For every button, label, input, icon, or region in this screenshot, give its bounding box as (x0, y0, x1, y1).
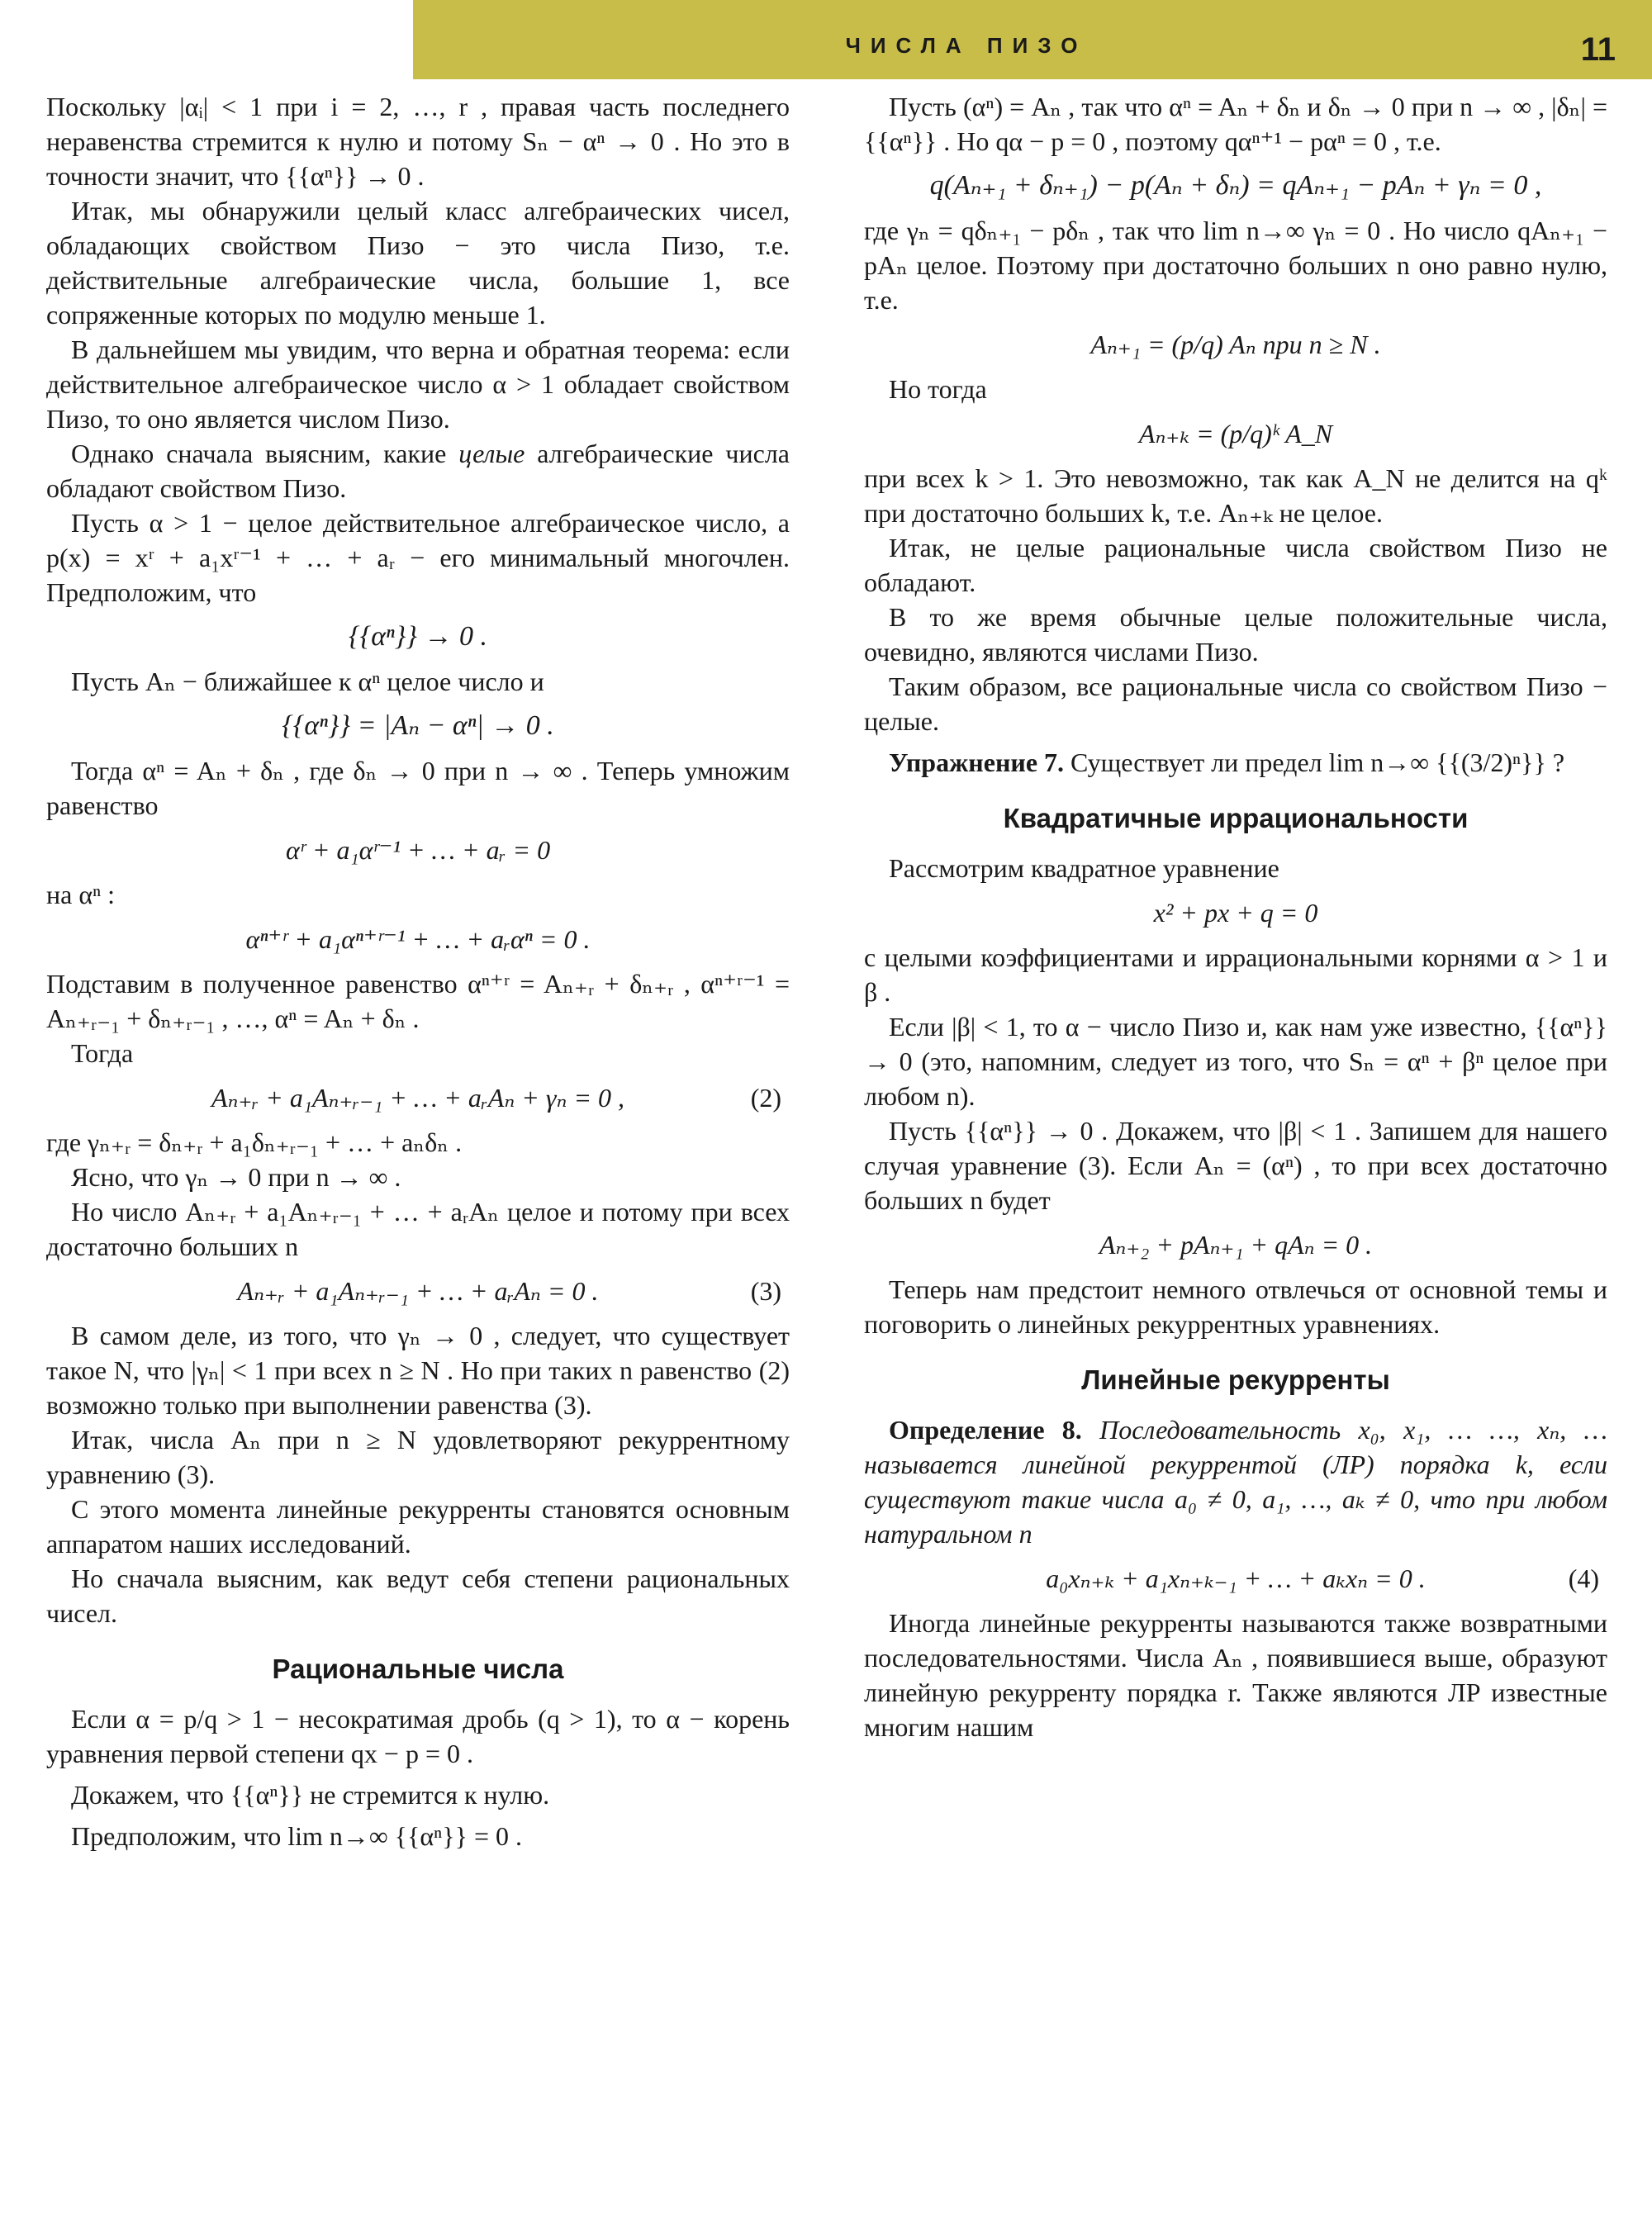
paragraph: Таким образом, все рациональные числа со свойством Пизо − целые. (864, 671, 1607, 736)
paragraph: Итак, числа Aₙ при n ≥ N удовлетворяют рекуррентному уравнению (3). (46, 1425, 790, 1489)
equation-number: (2) (750, 1083, 781, 1113)
paragraph: на αⁿ : (46, 880, 116, 909)
paragraph: Пусть (αⁿ) = Aₙ , так что αⁿ = Aₙ + δₙ и δₙ → 0 при n → ∞ , |δₙ| = {{αⁿ}} . Но qα − p = 0 , поэтому qαⁿ⁺¹ − pαⁿ = 0 , т.е. (864, 92, 1607, 156)
left-column (46, 89, 790, 1853)
paragraph: Но тогда (889, 374, 987, 404)
header-bar (413, 0, 1652, 79)
equation-body: Aₙ₊ᵣ + a₁Aₙ₊ᵣ₋₁ + … + aᵣAₙ = 0 . (237, 1276, 599, 1306)
paragraph: Тогда αⁿ = Aₙ + δₙ , где δₙ → 0 при n → ∞ . Теперь умножим равенство (46, 756, 790, 820)
paragraph: с целыми коэффициентами и иррациональными корнями α > 1 и β . (864, 942, 1607, 1007)
paragraph: В дальнейшем мы увидим, что верна и обратная теорема: если действительное алгебраическое число α > 1 обладает свойством Пизо, то оно является числом Пизо. (46, 335, 790, 434)
definition-label: Определение 8. (889, 1415, 1082, 1445)
equation: {{αⁿ}} = |Aₙ − αⁿ| → 0 . (282, 710, 554, 741)
equation-body: a₀xₙ₊ₖ + a₁xₙ₊ₖ₋₁ + … + aₖxₙ = 0 . (1046, 1564, 1426, 1593)
paragraph: Иногда линейные рекурренты называются также возвратными последовательностями. Числа Aₙ , появившиеся выше, образуют линейную рекурренту порядка r. Также являются ЛР известные многим нашим (864, 1608, 1607, 1742)
equation: q(Aₙ₊₁ + δₙ₊₁) − p(Aₙ + δₙ) = qAₙ₊₁ − pAₙ + γₙ = 0 , (929, 170, 1542, 201)
paragraph: Поскольку |αᵢ| < 1 при i = 2, …, r , правая часть последнего неравенства стремится к нулю и потому Sₙ − αⁿ → 0 . Но это в точности значит, что {{αⁿ}} → 0 . (46, 92, 790, 191)
equation: Aₙ₊ₖ = (p/q)ᵏ A_N (1138, 419, 1333, 448)
definition-text: Последовательность x₀, x₁, … …, xₙ, … называется линейной рекуррентой (ЛР) порядка k, если существуют такие числа a₀ ≠ 0, a₁, …, aₖ ≠ 0, что при любом натуральном n (864, 1415, 1608, 1549)
page-number: 11 (1580, 31, 1616, 68)
equation-body: Aₙ₊ᵣ + a₁Aₙ₊ᵣ₋₁ + … + aᵣAₙ + γₙ = 0 , (211, 1083, 625, 1113)
equation: Aₙ₊₁ = (p/q) Aₙ при n ≥ N . (1090, 330, 1381, 359)
paragraph: при всех k > 1. Это невозможно, так как A_N не делится на qᵏ при достаточно больших k, т.е. Aₙ₊ₖ не целое. (864, 463, 1607, 528)
paragraph: Докажем, что {{αⁿ}} не стремится к нулю. (71, 1780, 550, 1810)
definition (864, 1412, 1607, 1551)
paragraph: Рассмотрим квадратное уравнение (889, 853, 1279, 883)
paragraph: В то же время обычные целые положительные числа, очевидно, являются числами Пизо. (864, 602, 1607, 667)
equation-number: (3) (750, 1276, 781, 1306)
paragraph: где γₙ₊ᵣ = δₙ₊ᵣ + a₁δₙ₊ᵣ₋₁ + … + aₙδₙ . (46, 1127, 463, 1157)
text-span: алгебраические числа обладают свойством Пизо. (46, 439, 790, 503)
paragraph: В самом деле, из того, что γₙ → 0 , следует, что существует такое N, что |γₙ| < 1 при всех n ≥ N . Но при таких n равенство (2) возможно только при выполнении равенства (3). (46, 1321, 790, 1420)
right-column (864, 89, 1607, 1744)
paragraph (46, 436, 790, 505)
equation-numbered (864, 1561, 1607, 1596)
paragraph: Но число Aₙ₊ᵣ + a₁Aₙ₊ᵣ₋₁ + … + aᵣAₙ целое и потому при всех достаточно больших n (46, 1197, 790, 1261)
section-heading: Линейные рекурренты (1081, 1364, 1390, 1395)
text-span: Однако сначала выясним, какие (71, 439, 459, 468)
equation: {{αⁿ}} → 0 . (349, 621, 487, 652)
paragraph: Ясно, что γₙ → 0 при n → ∞ . (71, 1162, 401, 1192)
paragraph: Теперь нам предстоит немного отвлечься от основной темы и поговорить о линейных рекуррентных уравнениях. (864, 1274, 1607, 1339)
paragraph: С этого момента линейные рекурренты становятся основным аппаратом наших исследований. (46, 1494, 790, 1559)
running-title: ЧИСЛА ПИЗО (845, 33, 1088, 58)
equation: αⁿ⁺ʳ + a₁αⁿ⁺ʳ⁻¹ + … + aᵣαⁿ = 0 . (245, 924, 591, 954)
paragraph: Пусть Aₙ − ближайшее к αⁿ целое число и (71, 667, 544, 696)
equation: x² + px + q = 0 (1153, 898, 1318, 928)
paragraph: Итак, не целые рациональные числа свойством Пизо не обладают. (864, 533, 1607, 597)
section-heading: Рациональные числа (272, 1654, 564, 1684)
equation-numbered (46, 1274, 790, 1308)
equation: Aₙ₊₂ + pAₙ₊₁ + qAₙ = 0 . (1099, 1230, 1373, 1260)
paragraph: Пусть α > 1 − целое действительное алгебраическое число, а p(x) = xʳ + a₁xʳ⁻¹ + … + aᵣ − его минимальный многочлен. Предположим, что (46, 508, 790, 607)
equation-number: (4) (1568, 1564, 1599, 1593)
emphasis: целые (458, 439, 525, 468)
exercise-label: Упражнение 7. (889, 747, 1065, 777)
section-heading: Квадратичные иррациональности (1003, 803, 1469, 833)
equation: αʳ + a₁αʳ⁻¹ + … + aᵣ = 0 (285, 835, 551, 865)
equation-numbered (46, 1080, 790, 1115)
paragraph: Если |β| < 1, то α − число Пизо и, как нам уже известно, {{αⁿ}} → 0 (это, напомним, следует из того, что Sₙ = αⁿ + βⁿ целое при любом n). (864, 1012, 1607, 1111)
exercise-text: Существует ли предел lim n→∞ {{(3/2)ⁿ}} ? (1064, 747, 1565, 777)
paragraph: Подставим в полученное равенство αⁿ⁺ʳ = Aₙ₊ᵣ + δₙ₊ᵣ , αⁿ⁺ʳ⁻¹ = Aₙ₊ᵣ₋₁ + δₙ₊ᵣ₋₁ , …, αⁿ = Aₙ + δₙ . (46, 969, 790, 1033)
paragraph: Итак, мы обнаружили целый класс алгебраических чисел, обладающих свойством Пизо − это числа Пизо, т.е. действительные алгебраические числа, большие 1, все сопряженные которых по модулю меньше 1. (46, 196, 790, 330)
paragraph: где γₙ = qδₙ₊₁ − pδₙ , так что lim n→∞ γₙ = 0 . Но число qAₙ₊₁ − pAₙ целое. Поэтому при достаточно больших n оно равно нулю, т.е. (864, 216, 1607, 315)
paragraph: Но сначала выясним, как ведут себя степени рациональных чисел. (46, 1564, 790, 1628)
exercise (864, 745, 1607, 780)
paragraph: Тогда (71, 1038, 134, 1068)
paragraph: Пусть {{αⁿ}} → 0 . Докажем, что |β| < 1 . Запишем для нашего случая уравнение (3). Если Aₙ = (αⁿ) , то при всех достаточно больших n будет (864, 1116, 1607, 1215)
paragraph: Если α = p/q > 1 − несократимая дробь (q > 1), то α − корень уравнения первой степени qx − p = 0 . (46, 1704, 790, 1768)
paragraph: Предположим, что lim n→∞ {{αⁿ}} = 0 . (71, 1821, 522, 1851)
